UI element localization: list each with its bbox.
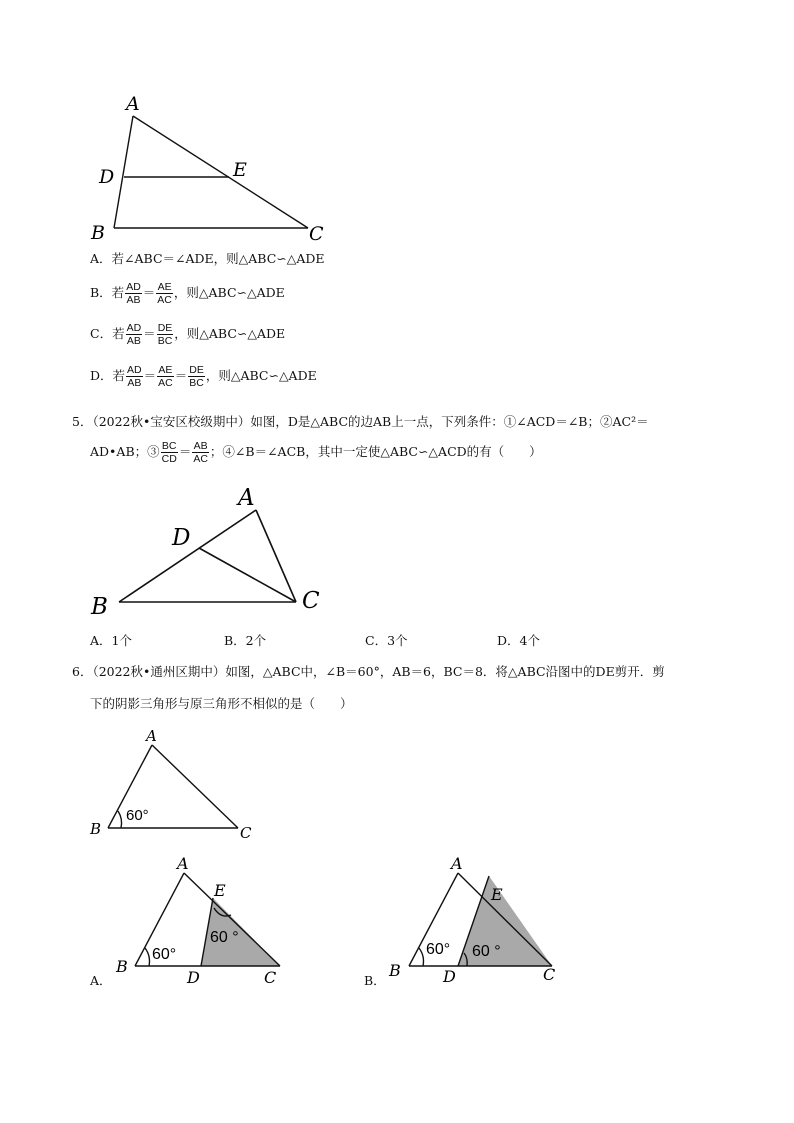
q5-option-d: D．4个 (497, 633, 540, 648)
q5-stem-line1: 5．（2022秋•宝安区校级期中）如图，D是△ABC的边AB上一点，下列条件：①∠ACD＝∠B；②AC²＝ (72, 414, 649, 429)
fraction: $\frac{AB}{AC}$ (193, 440, 208, 465)
label-a: A (146, 727, 157, 745)
label-a: A (177, 854, 189, 873)
angle-label-d: 60 ° (472, 943, 501, 960)
label-b: B (389, 961, 401, 980)
label-a: A (126, 93, 140, 115)
label-b: B (91, 594, 108, 620)
label-a: A (238, 485, 255, 511)
label-e: E (491, 885, 503, 904)
label-b: B (90, 820, 102, 838)
q5-option-a: A．1个 (90, 633, 132, 648)
q6-option-a-label: A． (90, 973, 112, 988)
label-d: D (99, 166, 115, 188)
q6-stem-line2: 下的阴影三角形与原三角形不相似的是（ ） (90, 696, 353, 711)
angle-label-b: 60° (426, 941, 451, 958)
fraction: $\frac{AE}{AC}$ (157, 281, 172, 306)
label-d: D (187, 968, 200, 987)
q5-option-b: B．2个 (224, 633, 267, 648)
label-d: D (172, 525, 191, 551)
q6-option-b-label: B． (364, 973, 386, 988)
q4-option-c: C．若 $\frac{AD}{AB}$ ＝ $\frac{DE}{BC}$ ，则△ABC∽△ADE (90, 322, 286, 347)
label-b: B (116, 957, 128, 976)
fraction: $\frac{AE}{AC}$ (158, 364, 173, 389)
fraction: $\frac{BC}{CD}$ (161, 440, 177, 465)
label-c: C (543, 965, 556, 984)
angle-label-e: 60 ° (210, 929, 239, 946)
angle-label-b: 60° (152, 946, 177, 963)
angle-label: 60° (126, 807, 149, 824)
label-b: B (91, 222, 105, 244)
label-c: C (240, 824, 252, 842)
q5-stem-line2: AD•AB；③ $\frac{BC}{CD}$ ＝ $\frac{AB}{AC}$ ；④∠B＝∠ACB，其中一定使△ABC∽△ACD的有（ ） (90, 440, 542, 465)
fraction: $\frac{AD}{AB}$ (127, 364, 142, 389)
label-c: C (309, 223, 324, 245)
label-e: E (233, 159, 247, 181)
label-e: E (214, 881, 226, 900)
q4-option-a: A．若∠ABC＝∠ADE，则△ABC∽△ADE (90, 251, 325, 266)
q6-stem-line1: 6．（2022秋•通州区期中）如图，△ABC中，∠B＝60°，AB＝6，BC＝8．将△ABC沿图中的DE剪开．剪 (72, 664, 665, 679)
fraction: $\frac{DE}{BC}$ (189, 364, 204, 389)
q4-option-b: B．若 $\frac{AD}{AB}$ ＝ $\frac{AE}{AC}$ ，则△ABC∽△ADE (90, 281, 285, 306)
label-a: A (451, 854, 463, 873)
fraction: $\frac{AD}{AB}$ (126, 322, 142, 347)
label-c: C (264, 968, 277, 987)
label-c: C (302, 588, 320, 614)
fraction: $\frac{AD}{AB}$ (126, 281, 141, 306)
label-d: D (443, 967, 456, 986)
q4-option-d: D．若 $\frac{AD}{AB}$ ＝ $\frac{AE}{AC}$ ＝ $\frac{DE}{BC}$ ，则△ABC∽△ADE (90, 364, 317, 389)
fraction: $\frac{DE}{BC}$ (157, 322, 173, 347)
q5-option-c: C．3个 (365, 633, 408, 648)
